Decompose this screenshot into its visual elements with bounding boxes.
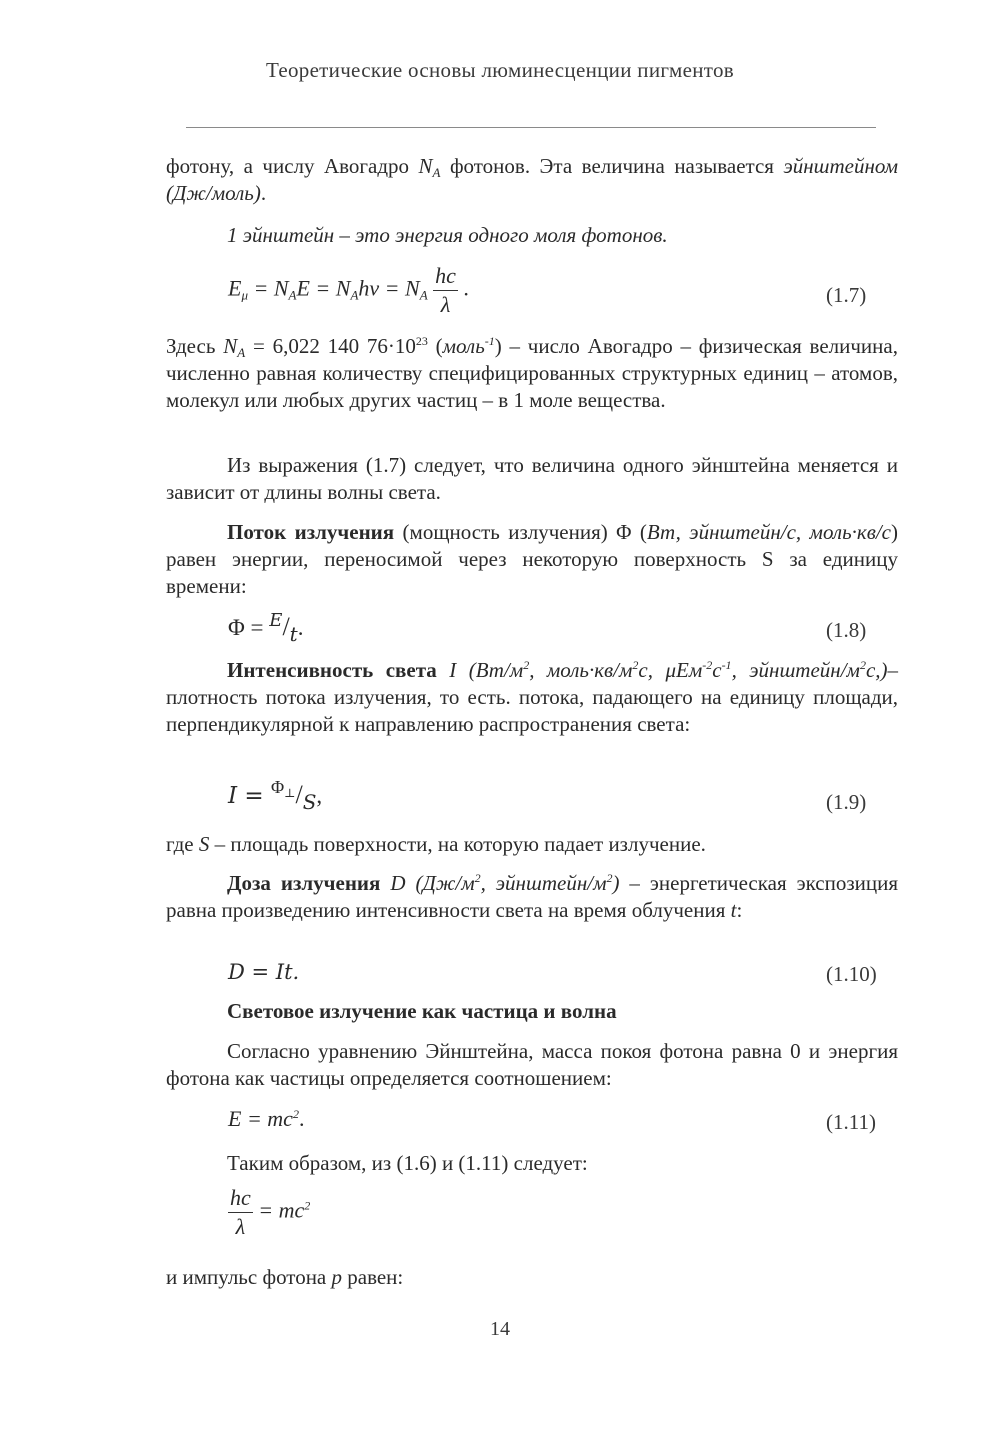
page-number: 14 (490, 1318, 510, 1340)
symbol: D (380, 871, 416, 895)
unit: , моль·кв/м (529, 658, 633, 682)
eq-tail: , (316, 783, 323, 808)
unit: , эйнштейн/м (731, 658, 860, 682)
paragraph-momentum (166, 1264, 898, 1291)
exponent: -1 (721, 658, 732, 672)
eq-numerator (270, 777, 296, 800)
denominator: λ (440, 292, 451, 317)
text: . (260, 181, 267, 205)
header-rule (186, 127, 876, 128)
symbol: I (436, 658, 469, 682)
eq-subscript: A (288, 287, 297, 303)
text: : (736, 898, 743, 922)
numerator: hc (433, 262, 458, 291)
eq-part: E = N (296, 275, 351, 301)
unit: (Вт/м (468, 658, 524, 682)
paragraph-therefore: Таким образом, из (1.6) и (1.11) следует: (227, 1151, 588, 1175)
equation-1-9 (228, 777, 323, 814)
text: – площадь поверхности, на которую падает излучение. (209, 832, 706, 856)
unit: с,) (865, 658, 888, 682)
equation-1-7 (228, 262, 469, 319)
exponent: -2 (702, 658, 713, 672)
eq-part: I = (228, 783, 271, 809)
perp: ⊥ (284, 786, 296, 800)
eq-denominator: t (289, 622, 298, 646)
exponent: 2 (304, 1198, 311, 1213)
paragraph-radiation-flux (166, 519, 898, 600)
symbol: t (730, 898, 737, 922)
eq-subscript: A (350, 287, 359, 303)
symbol-na: N (223, 334, 238, 358)
definition-einstein (166, 222, 898, 249)
equation-number: (1.10) (826, 962, 877, 986)
term-dose: Доза излучения (227, 871, 381, 895)
paragraph-intensity (166, 657, 898, 738)
exponent: 2 (292, 1107, 299, 1121)
eq-tail: . (457, 275, 469, 301)
unit: с (712, 658, 722, 682)
equation-number: (1.9) (826, 790, 867, 814)
text: ( (427, 334, 443, 358)
equation-unnumbered (228, 1184, 310, 1241)
exponent: 2 (859, 658, 866, 672)
equation-1-8 (228, 610, 304, 646)
phi: Φ (270, 777, 285, 797)
text: и импульс фотона (166, 1265, 332, 1289)
symbol: S (198, 832, 210, 856)
text: Здесь (166, 334, 224, 358)
exponent: 23 (415, 334, 428, 348)
text: фотону, а числу Авогадро (166, 154, 419, 178)
exponent: -1 (484, 334, 495, 348)
paragraph-avogadro (166, 333, 898, 414)
fraction (228, 1184, 253, 1241)
symbol-na: N (418, 154, 433, 178)
unit: с, μEм (638, 658, 703, 682)
eq-part: hν = N (358, 275, 420, 301)
text: фотонов. Эта величина называется (440, 154, 784, 178)
paragraph-einstein-unit (166, 153, 898, 207)
exponent: 2 (474, 871, 481, 885)
eq-denominator: S (302, 790, 317, 814)
text: равен: (342, 1265, 404, 1289)
text: – плотность потока излучения, то есть. потока, падающего на единицу площади, перпендикулярной к направлению распространения света: (166, 658, 899, 736)
eq-subscript: A (419, 287, 428, 303)
equation-number: (1.11) (826, 1110, 876, 1134)
exponent: 2 (632, 658, 639, 672)
units: Вт, эйнштейн/с, моль·кв/с (646, 520, 891, 544)
subscript: A (432, 165, 441, 180)
paragraph-einstein-varies: Из выражения (1.7) следует, что величина одного эйнштейна меняется и зависит от длины волны света. (166, 453, 898, 504)
eq-symbol: E (228, 275, 242, 301)
eq-part: Φ = (228, 615, 270, 640)
exponent: 2 (606, 871, 613, 885)
unit: , эйнштейн/м (480, 871, 607, 895)
unit: моль (442, 334, 485, 358)
fraction (433, 262, 458, 319)
eq-part: = N (247, 275, 289, 301)
subscript: A (237, 345, 246, 360)
term-radiation-flux: Поток излучения (227, 520, 395, 544)
eq-tail: . (298, 1106, 305, 1131)
numerator: hc (228, 1184, 253, 1213)
running-head: Теоретические основы люминесценции пигментов (266, 58, 734, 82)
equation-1-11 (228, 1106, 304, 1132)
heading-text: Световое излучение как частица и волна (227, 999, 617, 1023)
unit: (Дж/м (415, 871, 475, 895)
text: ) равен энергии, переносимой через некоторую поверхность S за единицу времени: (166, 520, 898, 598)
text: – энергетическая экспозиция равна произведению интенсивности света на время облучения (166, 871, 898, 922)
eq-tail: . (297, 615, 304, 640)
paragraph-dose (166, 870, 898, 924)
exponent: 2 (523, 658, 530, 672)
term-einstein: эйнштейном (Дж/моль) (166, 154, 898, 205)
equation-number: (1.8) (826, 618, 867, 642)
term-intensity: Интенсивность света (227, 658, 437, 682)
paragraph-einstein-equation: Согласно уравнению Эйнштейна, масса покоя фотона равна 0 и энергия фотона как частицы определяется соотношением: (166, 1039, 898, 1090)
equation-1-10: D = It. (228, 960, 300, 984)
eq-part: E = mc (228, 1106, 293, 1131)
paragraph-area (166, 831, 898, 858)
eq-numerator: E (269, 610, 283, 631)
section-heading (166, 998, 898, 1025)
slash: / (282, 612, 290, 641)
eq-part: = mc (252, 1197, 305, 1223)
text: = 6,022 140 76·10 (245, 334, 416, 358)
symbol: p (331, 1265, 342, 1289)
text: где (166, 832, 199, 856)
equation-number: (1.7) (826, 283, 867, 307)
definition-text: 1 эйнштейн – это энергия одного моля фотонов. (227, 223, 668, 247)
text: ) – число Авогадро – физическая величина, численно равная количеству специфицированных структурных единиц – атомов, молекул или любых других частиц – в 1 моле вещества. (166, 334, 898, 412)
slash: / (295, 780, 303, 809)
unit: ) (612, 871, 620, 895)
eq-subscript: μ (241, 287, 248, 303)
text: (мощность излучения) Φ ( (394, 520, 647, 544)
denominator: λ (235, 1214, 246, 1239)
